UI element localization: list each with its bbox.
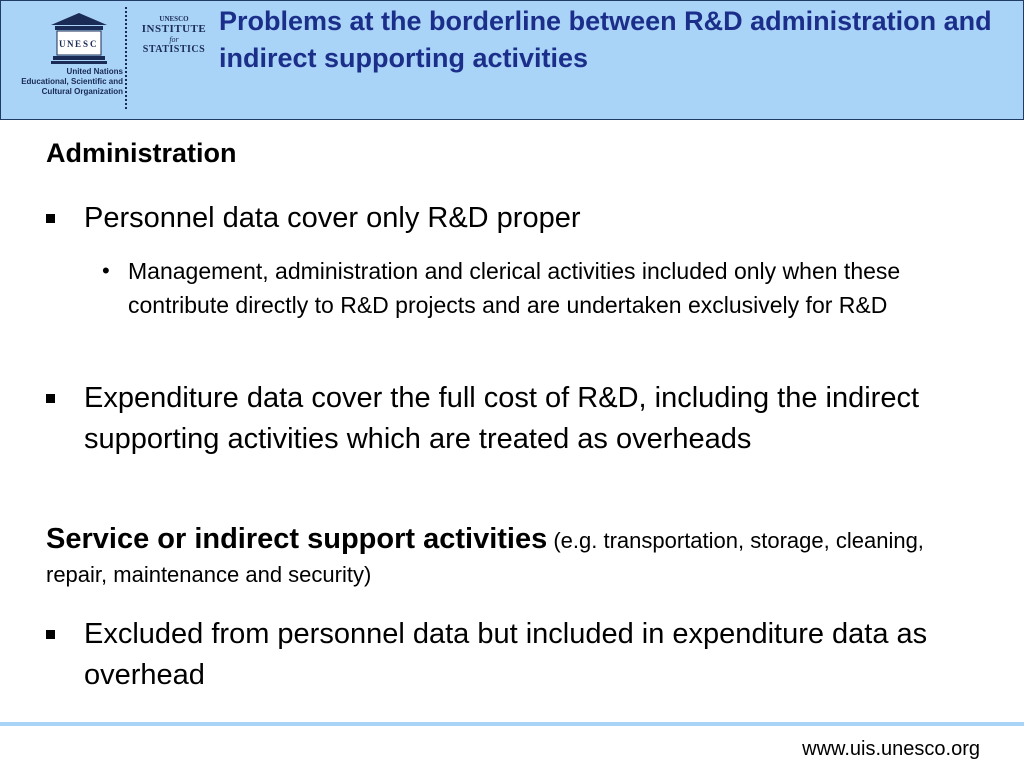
slide-header <box>0 0 1024 120</box>
unesco-temple-icon <box>49 11 109 65</box>
sub-bullet-management <box>102 254 982 322</box>
uis-logo-line2: INSTITUTE <box>141 23 207 35</box>
unesco-caption <box>5 67 123 97</box>
unesco-caption-line: Educational, Scientific and <box>21 77 123 86</box>
bullet-text: Expenditure data cover the full cost of R&D, including the indirect supporting activities which are treated as overheads <box>84 382 920 455</box>
footer-divider <box>0 722 1024 726</box>
unesco-letter-s: S <box>83 39 89 49</box>
bullet-text: Personnel data cover only R&D proper <box>84 202 581 234</box>
bullet-expenditure <box>46 378 966 460</box>
unesco-caption-line: United Nations <box>66 67 123 76</box>
square-bullet-icon <box>46 394 55 403</box>
square-bullet-icon <box>46 630 55 639</box>
uis-logo <box>139 15 209 55</box>
administration-heading: Administration <box>46 138 237 168</box>
dot-bullet-icon: • <box>102 258 110 283</box>
unesco-letter-c: C <box>90 39 97 49</box>
uis-logo-line1: UNESCO <box>159 15 189 23</box>
unesco-letter-u: U <box>59 39 66 49</box>
slide-title: Problems at the borderline between R&D administration and indirect supporting activities <box>219 6 992 73</box>
bullet-text: Excluded from personnel data but included in expenditure data as overhead <box>84 618 928 691</box>
uis-logo-line4: STATISTICS <box>142 44 206 55</box>
unesco-letter-e: E <box>75 39 82 49</box>
service-examples: (e.g. transportation, storage, cleaning, repair, maintenance and security) <box>46 528 924 587</box>
bullet-personnel <box>46 198 966 239</box>
unesco-letter-n: N <box>67 39 74 49</box>
unesco-caption-line: Cultural Organization <box>41 87 123 96</box>
sub-bullet-text: Management, administration and clerical activities included only when these contribute directly to R&D projects and are undertaken exclusively for R&D <box>128 258 901 318</box>
logo-divider <box>125 7 127 109</box>
bullet-excluded <box>46 614 966 696</box>
footer-url: www.uis.unesco.org <box>802 738 980 760</box>
square-bullet-icon <box>46 214 55 223</box>
service-heading <box>46 522 986 592</box>
uis-logo-line3: for <box>169 35 179 44</box>
unesco-logo <box>5 5 133 113</box>
service-heading-title: Service or indirect support activities <box>46 523 548 555</box>
